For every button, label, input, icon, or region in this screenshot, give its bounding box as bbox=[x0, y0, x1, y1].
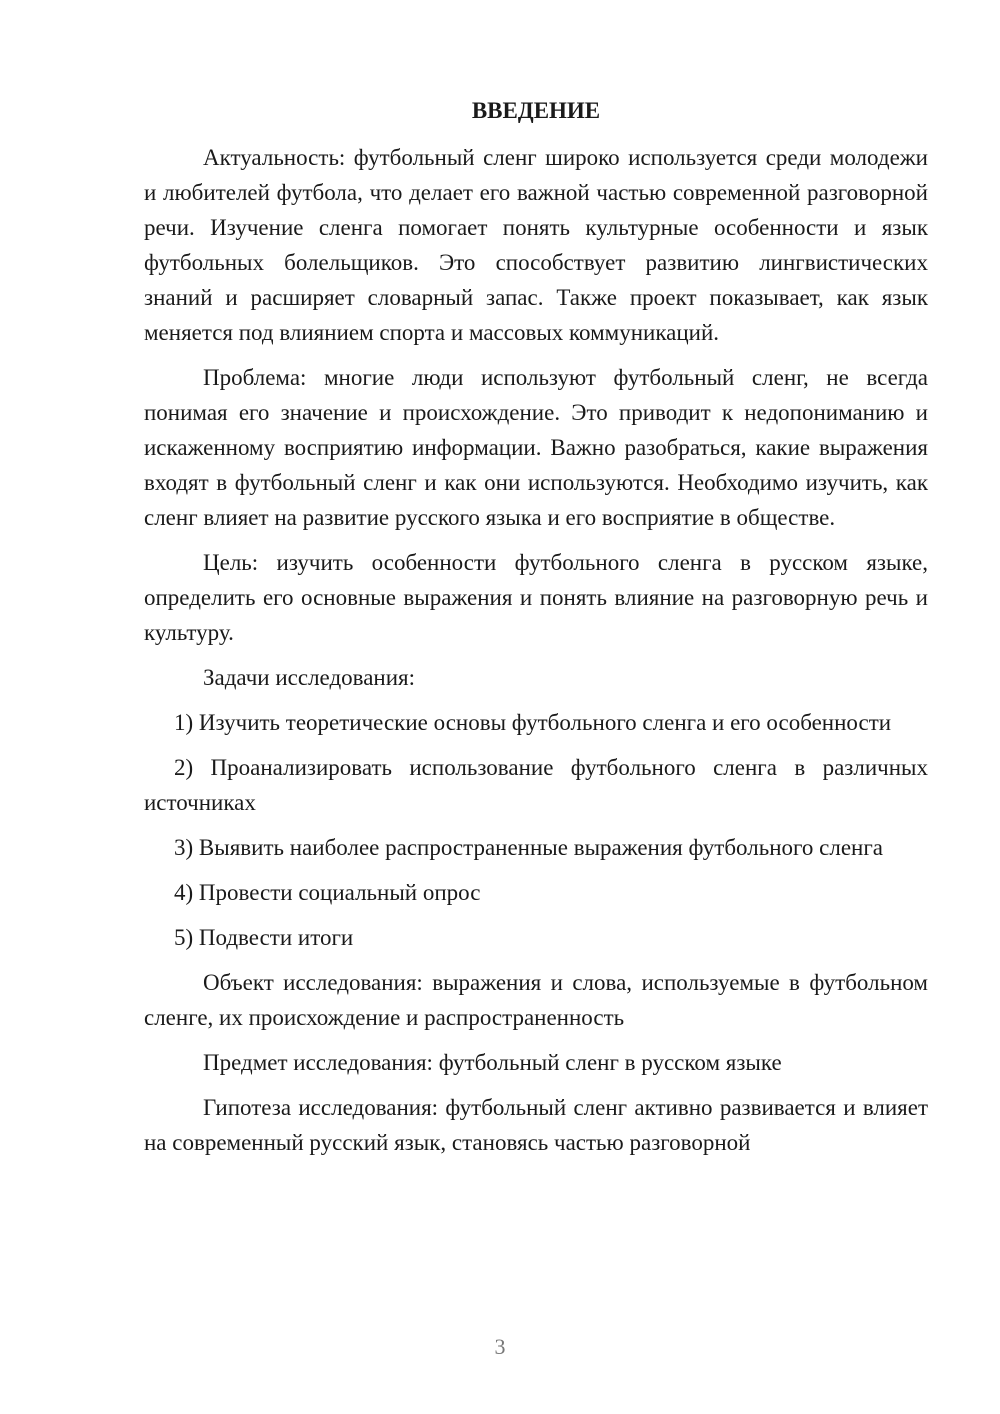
paragraph-goal: Цель: изучить особенности футбольного сленга в русском языке, определить его основные выражения и понять влияние на разговорную речь и культуру. bbox=[144, 550, 928, 645]
paragraph-hypothesis: Гипотеза исследования: футбольный сленг активно развивается и влияет на современный русский язык, становясь частью разговорной bbox=[144, 1095, 928, 1155]
task-item-3: 3) Выявить наиболее распространенные выражения футбольного сленга bbox=[174, 835, 883, 860]
paragraph-object: Объект исследования: выражения и слова, используемые в футбольном сленге, их происхождение и распространенность bbox=[144, 970, 928, 1030]
paragraph-subject: Предмет исследования: футбольный сленг в русском языке bbox=[203, 1050, 782, 1075]
task-item-4: 4) Провести социальный опрос bbox=[174, 880, 481, 905]
section-title: ВВЕДЕНИЕ bbox=[471, 98, 601, 123]
task-item-2: 2) Проанализировать использование футбольного сленга в различных источниках bbox=[144, 755, 928, 815]
tasks-heading: Задачи исследования: bbox=[203, 665, 416, 690]
paragraph-problem: Проблема: многие люди используют футбольный сленг, не всегда понимая его значение и происхождение. Это приводит к недопониманию и искаженному восприятию информации. Важно разобраться, какие выражения входят в футбольный сленг и как они используются. Необходимо изучить, как сленг влияет на развитие русского языка и его восприятие в обществе. bbox=[144, 365, 928, 530]
task-item-1: 1) Изучить теоретические основы футбольного сленга и его особенности bbox=[174, 710, 892, 735]
task-item-5: 5) Подвести итоги bbox=[174, 925, 354, 950]
page-number: 3 bbox=[494, 1334, 506, 1359]
page-content bbox=[144, 96, 928, 1170]
paragraph-relevance: Актуальность: футбольный сленг широко используется среди молодежи и любителей футбола, что делает его важной частью современной разговорной речи. Изучение сленга помогает понять культурные особенности и язык футбольных болельщиков. Это способствует развитию лингвистических знаний и расширяет словарный запас. Также проект показывает, как язык меняется под влиянием спорта и массовых коммуникаций. bbox=[144, 145, 928, 345]
